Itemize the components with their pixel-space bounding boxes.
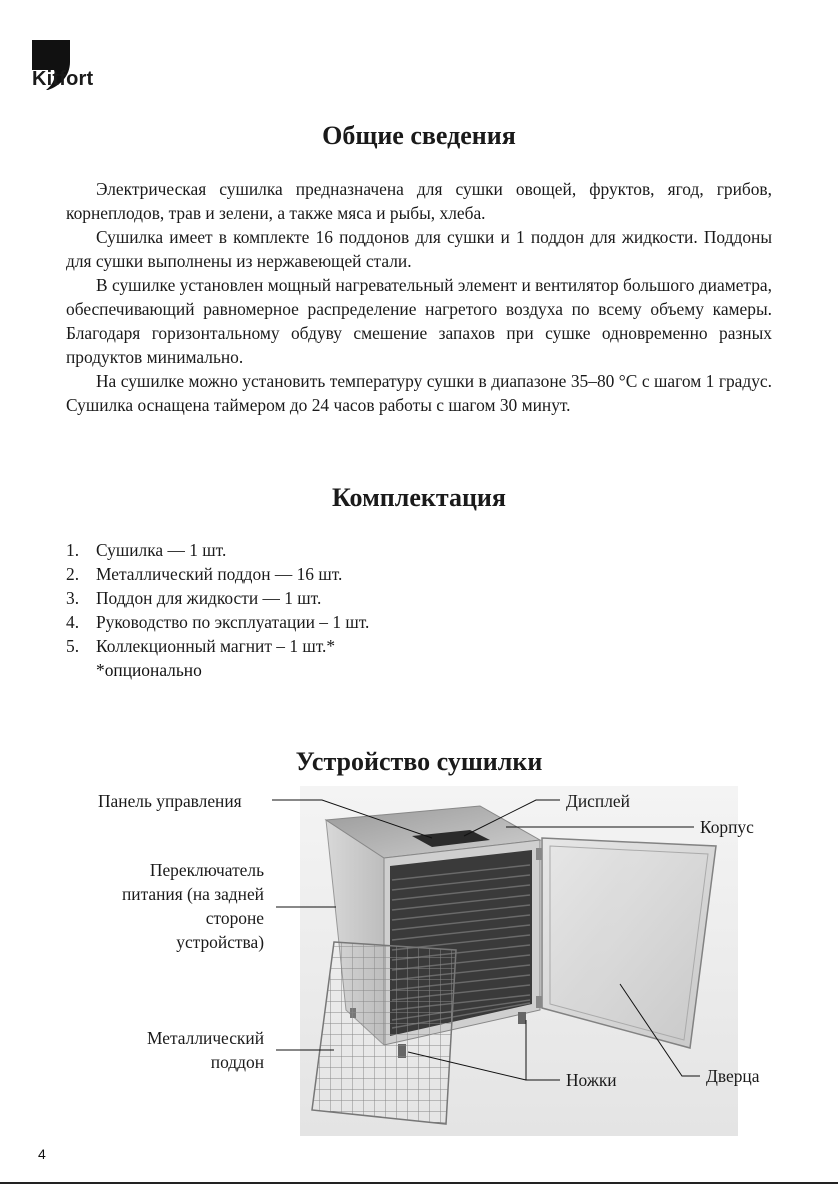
label-metal-tray: Металлический поддон bbox=[147, 1028, 264, 1072]
paragraph: На сушилке можно установить температуру сушки в диапазоне 35–80 °С с шагом 1 градус. Сушилка оснащена таймером до 24 часов работы с шагом 30 минут. bbox=[66, 371, 772, 415]
paragraph: Электрическая сушилка предназначена для сушки овощей, фруктов, ягод, грибов, корнеплодов, трав и зелени, а также мяса и рыбы, хлеба. bbox=[66, 179, 772, 223]
list-item: 1. Сушилка — 1 шт. bbox=[66, 540, 227, 560]
footnote: *опционально bbox=[96, 660, 202, 680]
label-control-panel: Панель управления bbox=[98, 791, 242, 811]
hinge bbox=[536, 848, 542, 860]
paragraph: В сушилке установлен мощный нагревательный элемент и вентилятор большого диаметра, обеспечивающий равномерное распределение нагретого воздуха по всему объему камеры. Благодаря горизонтальному обдуву смешение запахов при сушке одновременно разных продуктов минимально. bbox=[66, 275, 772, 367]
brand-name: Kitfort bbox=[32, 68, 94, 90]
label-door: Дверца bbox=[706, 1066, 760, 1086]
leg bbox=[518, 1012, 526, 1024]
page-bottom-rule bbox=[0, 1182, 838, 1184]
list-item: 3. Поддон для жидкости — 1 шт. bbox=[66, 588, 322, 608]
paragraph: Сушилка имеет в комплекте 16 поддонов для сушки и 1 поддон для жидкости. Поддоны для сушки выполнены из нержавеющей стали. bbox=[66, 227, 772, 271]
list-item: 5. Коллекционный магнит – 1 шт.* bbox=[66, 636, 336, 656]
label-body: Корпус bbox=[700, 817, 754, 837]
section-title-general: Общие сведения bbox=[322, 121, 516, 150]
hinge bbox=[536, 996, 542, 1008]
label-legs: Ножки bbox=[566, 1070, 617, 1090]
metal-tray bbox=[312, 942, 456, 1124]
label-power-switch: Переключатель питания (на задней стороне устройства) bbox=[121, 860, 264, 952]
list-item: 2. Металлический поддон — 16 шт. bbox=[66, 564, 343, 584]
section-title-device: Устройство сушилки bbox=[295, 747, 543, 776]
label-display: Дисплей bbox=[566, 791, 630, 811]
section-title-contents: Комплектация bbox=[332, 483, 506, 512]
page-number: 4 bbox=[38, 1146, 46, 1162]
list-item: 4. Руководство по эксплуатации – 1 шт. bbox=[66, 612, 370, 632]
